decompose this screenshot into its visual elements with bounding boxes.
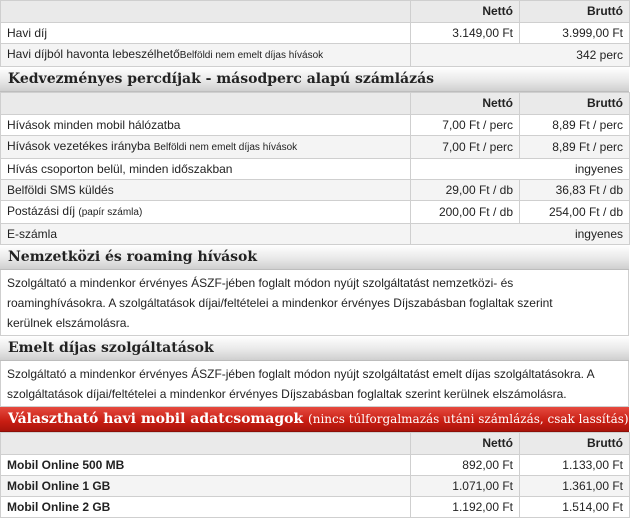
row-label: Havi díjból havonta lebeszélhetőBelföldi nem emelt díjas hívások [1,44,411,67]
row-gross: 254,00 Ft / db [520,201,630,224]
row-net: 29,00 Ft / db [411,180,520,201]
section-title-discount-rates: Kedvezményes percdíjak - másodperc alapú számlázás [0,67,629,92]
section-title-premium-services: Emelt díjas szolgáltatások [0,336,629,361]
row-label: Postázási díj (papír számla) [1,201,411,224]
section-subtitle: (nincs túlforgalmazás utáni számlázás, csak lassítás) [308,412,629,426]
row-gross: 1.133,00 Ft [520,455,630,476]
row-merged-value: ingyenes [411,159,630,180]
row-net: 3.149,00 Ft [411,23,520,44]
table-row [1,476,630,497]
table-header-row [1,1,630,23]
row-merged-value: 342 perc [411,44,630,67]
paragraph-line: kerülnek elszámolásra. [7,316,130,330]
table-header-row [1,93,630,115]
paragraph-line: Szolgáltató a mindenkor érvényes ÁSZF-jében foglalt módon nyújt szolgáltatást nemzetközi- és [7,276,514,290]
table-row [1,224,630,245]
row-net: 200,00 Ft / db [411,201,520,224]
table-row [1,497,630,518]
header-empty [1,433,411,455]
paragraph-line: szolgáltatások díjai/feltételei a mindenkor érvényes Díjszabásban foglaltak szerint kerülnek elszámolásra. [7,387,567,401]
section-title-international-roaming: Nemzetközi és roaming hívások [0,245,629,270]
header-net: Nettó [411,93,520,115]
header-net: Nettó [411,1,520,23]
row-net: 1.192,00 Ft [411,497,520,518]
row-gross: 8,89 Ft / perc [520,136,630,159]
row-note: Belföldi nem emelt díjas hívások [179,50,324,61]
table-header-row [1,433,630,455]
table-row [1,136,630,159]
table-row [1,44,630,67]
header-gross: Bruttó [520,1,630,23]
row-merged-value: ingyenes [411,224,630,245]
row-net: 892,00 Ft [411,455,520,476]
table-row [1,159,630,180]
row-gross: 36,83 Ft / db [520,180,630,201]
paragraph-line: roaminghívásokra. A szolgáltatások díjai/feltételei a mindenkor érvényes Díjszabásban foglaltak szerint [7,296,553,310]
row-gross: 8,89 Ft / perc [520,115,630,136]
row-net: 7,00 Ft / perc [411,136,520,159]
row-gross: 1.514,00 Ft [520,497,630,518]
discount-rates-table [0,92,630,245]
header-gross: Bruttó [520,433,630,455]
row-label: Mobil Online 2 GB [1,497,411,518]
row-note: (papír számla) [78,207,143,218]
row-label: E-számla [1,224,411,245]
row-net: 7,00 Ft / perc [411,115,520,136]
premium-services-text [0,361,629,407]
row-label: Mobil Online 1 GB [1,476,411,497]
header-empty [1,1,411,23]
header-gross: Bruttó [520,93,630,115]
row-label: Belföldi SMS küldés [1,180,411,201]
row-label: Hívások minden mobil hálózatba [1,115,411,136]
row-note: Belföldi nem emelt díjas hívások [153,142,298,153]
row-gross: 3.999,00 Ft [520,23,630,44]
section-title-data-packages: Választható havi mobil adatcsomagok (nincs túlforgalmazás utáni számlázás, csak lassítás) [0,407,629,432]
table-row [1,455,630,476]
row-gross: 1.361,00 Ft [520,476,630,497]
row-net: 1.071,00 Ft [411,476,520,497]
table-row [1,180,630,201]
table-row [1,201,630,224]
row-label: Mobil Online 500 MB [1,455,411,476]
table-row [1,23,630,44]
base-fee-table [0,0,630,67]
table-row [1,115,630,136]
paragraph-line: Szolgáltató a mindenkor érvényes ÁSZF-jében foglalt módon nyújt szolgáltatást emelt díjas szolgáltatásokra. A [7,367,595,381]
data-packages-table [0,432,630,518]
row-label: Havi díj [1,23,411,44]
row-label: Hívás csoporton belül, minden időszakban [1,159,411,180]
header-net: Nettó [411,433,520,455]
international-roaming-text [0,270,629,336]
row-label: Hívások vezetékes irányba Belföldi nem emelt díjas hívások [1,136,411,159]
header-empty [1,93,411,115]
